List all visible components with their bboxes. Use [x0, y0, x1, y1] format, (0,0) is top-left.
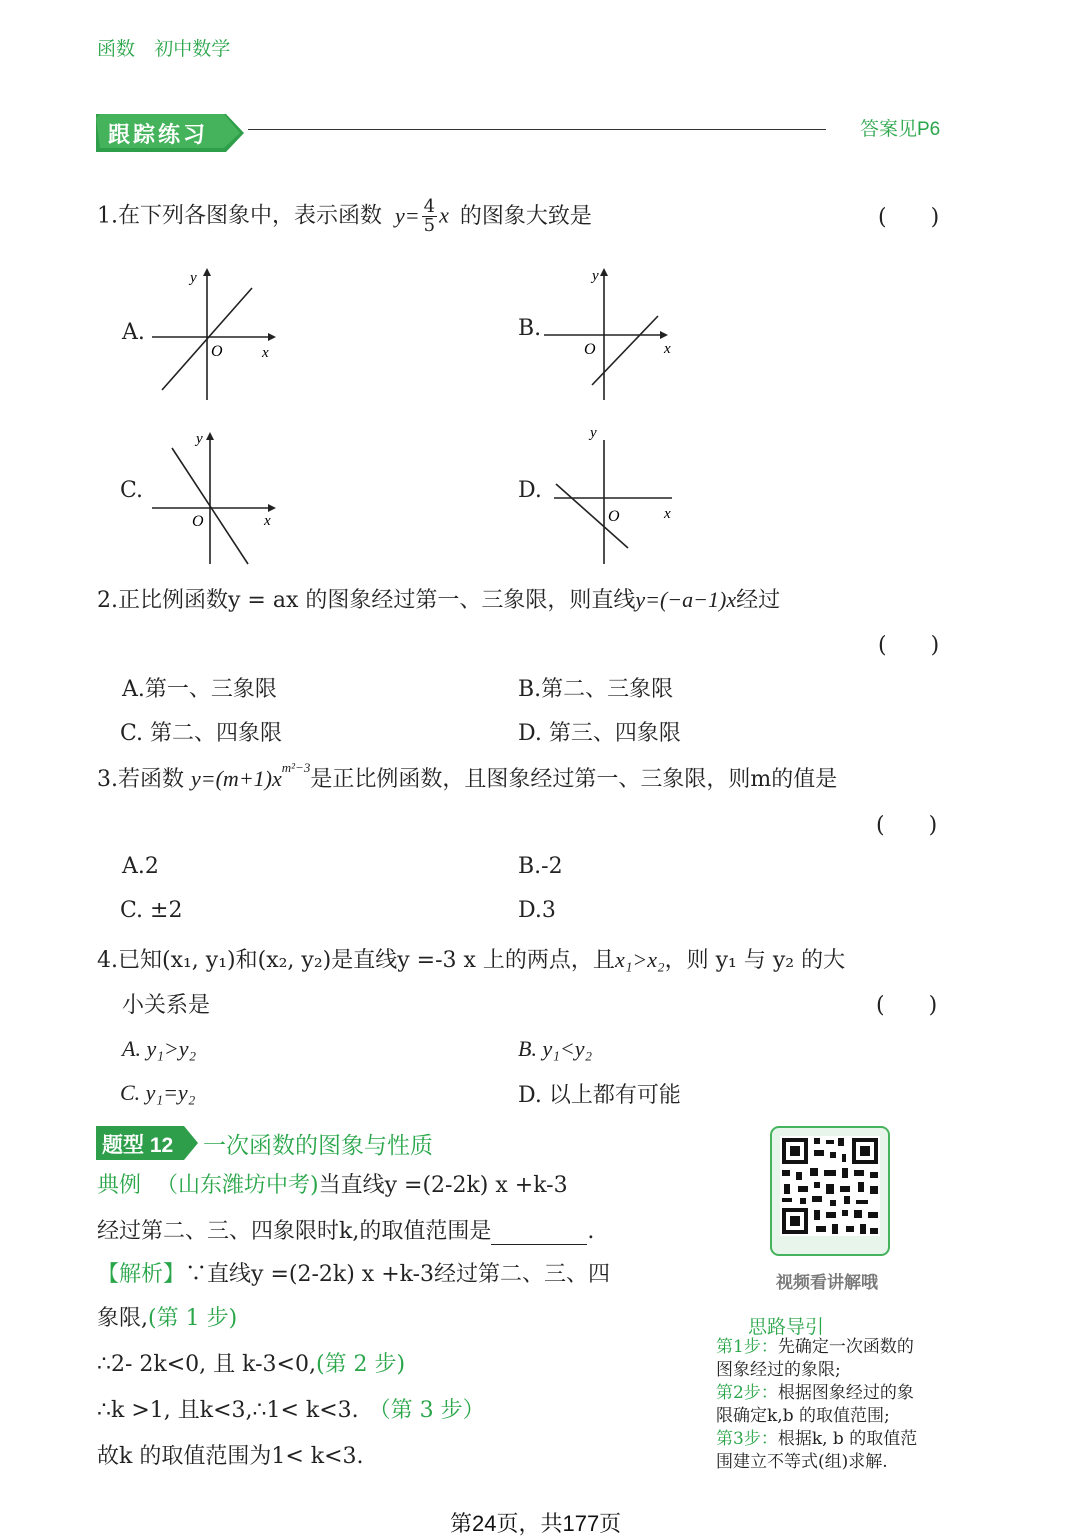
q4-line1-b: ，则 y₁ 与 y₂ 的大	[664, 948, 846, 973]
example-text2: 经过第二、三、四象限时k,的取值范围是	[97, 1219, 492, 1244]
q3-bracket: ( )	[876, 813, 938, 838]
q4-option-c: C. y₁=y₂	[120, 1080, 196, 1105]
q4-option-d: D. 以上都有可能	[518, 1083, 681, 1108]
q3-option-d: D.3	[518, 898, 556, 923]
example-label: 典例	[97, 1172, 142, 1197]
solution-line2: 象限,(第 1 步)	[97, 1306, 238, 1331]
solution-line3: ∴2- 2k<0, 且 k-3<0,(第 2 步)	[97, 1352, 406, 1377]
example-source: （山东潍坊中考)	[156, 1173, 319, 1198]
solution-step1: (第 1 步)	[148, 1306, 238, 1331]
q1-graph-b-origin: O	[584, 341, 596, 358]
q4-line1-a: 4.已知(x₁, y₁)和(x₂, y₂)是直线y =-3 x 上的两点，且	[97, 948, 615, 973]
q3-option-b: B.-2	[518, 854, 563, 879]
header-subject: 函数	[97, 39, 136, 60]
answer-ref: 答案见P6	[860, 119, 941, 140]
solution-step2: (第 2 步)	[315, 1352, 406, 1377]
q2-bracket: ( )	[878, 633, 940, 658]
q3-formula: y=(m+1)x	[191, 766, 282, 791]
example-line2: 经过第二、三、四象限时k,的取值范围是 .	[97, 1219, 595, 1244]
q2-formula: y=(−a−1)x	[635, 587, 737, 612]
header	[97, 34, 230, 61]
q2-stem	[97, 583, 780, 614]
q2-option-c: C. 第二、四象限	[120, 721, 283, 746]
q1-graph-a-origin: O	[211, 343, 223, 360]
q3-option-c: C. ±2	[120, 898, 183, 923]
q1-option-c-label: C.	[120, 478, 144, 503]
q4-line1	[97, 943, 845, 974]
header-level: 初中数学	[154, 39, 231, 60]
q3-suffix: 是正比例函数，且图象经过第一、三象限，则m的值是	[310, 767, 838, 792]
q1-graph-d-y-label: y	[590, 425, 597, 441]
q4-bracket: ( )	[876, 993, 938, 1018]
q4-option-b: B. y₁<y₂	[518, 1036, 593, 1061]
solution-line5: 故k 的取值范围为1< k<3.	[97, 1444, 364, 1469]
q2-option-d: D. 第三、四象限	[518, 721, 681, 746]
solution-line1-text: ∵直线y =(2-2k) x +k-3经过第二、三、四	[185, 1262, 610, 1287]
section-title: 跟踪练习	[108, 122, 209, 147]
q3-option-a: A.2	[122, 854, 159, 879]
q4-condition: x₁>x₂	[614, 947, 665, 972]
q1-fraction: $\frac{4}{5}$	[423, 196, 436, 236]
q1-option-a-label: A.	[122, 320, 145, 345]
section-rule	[248, 129, 826, 130]
q1-graph-a-x-label: x	[262, 345, 269, 361]
guide-title: 思路导引	[748, 1317, 825, 1338]
example-text1: 当直线y =(2-2k) x +k-3	[318, 1173, 568, 1198]
q3-stem	[97, 759, 838, 793]
answer-blank[interactable]	[491, 1224, 587, 1245]
q1-option-d-label: D.	[518, 478, 542, 503]
q1-bracket: ( )	[878, 205, 940, 230]
q1-option-b-label: B.	[518, 316, 542, 341]
q2-tail: 经过	[736, 588, 781, 613]
q1-graph-b-y-label: y	[592, 268, 599, 284]
topic-badge: 题型 12	[102, 1134, 174, 1157]
q1-graph-a-y-label: y	[190, 270, 197, 286]
q1-graph-d-x-label: x	[664, 506, 671, 522]
qr-caption: 视频看讲解哦	[776, 1273, 878, 1292]
solution-label: 【解析】	[97, 1261, 186, 1286]
solution-step3: （第 3 步）	[368, 1398, 485, 1423]
q1-prefix: 1.在下列各图象中，表示函数	[97, 203, 382, 229]
q4-option-a: A. y₁>y₂	[122, 1036, 197, 1061]
topic-title: 一次函数的图象与性质	[203, 1132, 433, 1158]
q2-text: 2.正比例函数y = ax 的图象经过第一、三象限，则直线	[97, 588, 636, 613]
q2-option-b: B.第二、三象限	[518, 677, 674, 702]
q4-line2: 小关系是	[122, 993, 211, 1018]
guide-step-1: 第1步：先确定一次函数的 图象经过的象限; 第2步：根据图象经过的象 限确定k,b 的取值范围; 第3步：根据k, b 的取值范 围建立不等式(组)求解.	[716, 1337, 918, 1472]
q1-graph-b-x-label: x	[664, 341, 671, 357]
q1-stem: 1.在下列各图象中，表示函数 y= $\frac{4}{5}$ x 的图象大致是	[97, 196, 592, 236]
q1-graph-d	[548, 422, 680, 568]
solution-line4: ∴k >1, 且k<3,∴1< k<3. （第 3 步）	[97, 1398, 485, 1423]
q1-graph-c	[150, 426, 280, 568]
q1-graph-c-x-label: x	[264, 513, 271, 529]
q1-graph-c-origin: O	[192, 513, 204, 530]
qr-code-icon[interactable]	[770, 1126, 890, 1256]
q1-suffix: 的图象大致是	[459, 203, 592, 229]
page-footer: 第24页，共177页	[450, 1511, 622, 1536]
q1-graph-d-origin: O	[608, 508, 620, 525]
q2-option-a: A.第一、三象限	[122, 677, 277, 702]
solution-line1	[97, 1257, 610, 1288]
q1-graph-a	[150, 262, 280, 404]
q3-exponent: m²−3	[281, 759, 311, 775]
q3-prefix: 3.若函数	[97, 767, 184, 792]
q1-graph-c-y-label: y	[196, 431, 203, 447]
q1-graph-b	[542, 262, 682, 404]
example-line1	[97, 1168, 568, 1199]
